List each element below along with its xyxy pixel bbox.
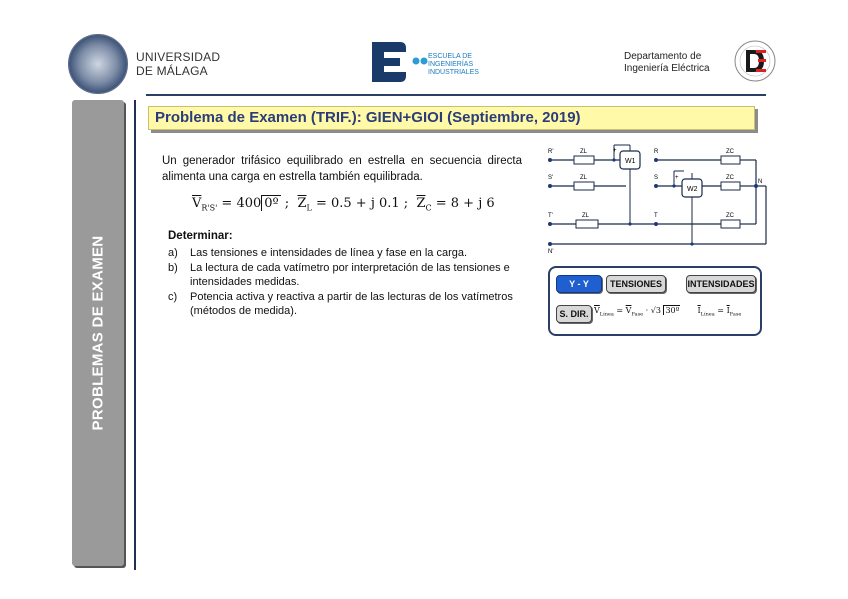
node-s: S: [654, 175, 659, 181]
question-item-b: [168, 261, 518, 290]
relation-formula: [594, 306, 741, 318]
universidad-malaga-seal: [68, 34, 128, 94]
navigation-panel: [548, 266, 762, 336]
i-line-sub: Línea: [700, 311, 715, 318]
page-title: Problema de Examen (TRIF.): GIEN+GIOI (Septiembre, 2019): [155, 109, 581, 126]
separator-1: ;: [280, 196, 294, 211]
university-name: [136, 50, 220, 78]
given-data-formula: [192, 196, 495, 213]
zc-label-s: ZC: [726, 175, 734, 181]
question-list: [168, 246, 518, 319]
node-s-prime: S': [548, 175, 554, 181]
content-divider: [134, 100, 136, 570]
sqrt3-factor: · √3: [643, 306, 664, 315]
i-phase-symbol: $\overline{I}$: [726, 306, 730, 315]
zc-symbol: $\overline{Z}$: [416, 196, 426, 211]
zc-value: = 8 + j 6: [431, 196, 495, 211]
zl-label-s: ZL: [580, 175, 588, 181]
question-label: a): [168, 247, 178, 259]
voltage-angle: 0º: [261, 195, 280, 211]
wattmeter-2-label: W2: [687, 186, 698, 193]
department-line2: Ingeniería Eléctrica: [624, 63, 710, 74]
zc-label-t: ZC: [726, 213, 734, 219]
v-phase-symbol: $\overline{V}$: [625, 306, 632, 315]
zl-value: = 0.5 + j 0.1: [311, 196, 400, 211]
node-t-prime: T': [548, 213, 553, 219]
question-text: Las tensiones e intensidades de línea y fase en la carga.: [190, 247, 468, 259]
circuit-diagram: [546, 141, 768, 259]
university-line2: DE MÁLAGA: [136, 64, 208, 78]
v-line-symbol: $\overline{V}$: [594, 306, 600, 315]
question-label: c): [168, 290, 178, 303]
separator-2: ;: [399, 196, 413, 211]
v-phase-sub: Fase: [631, 311, 644, 318]
school-name: [428, 53, 479, 77]
department-logo-icon: [734, 40, 776, 82]
zl-subscript: L: [306, 203, 312, 213]
sidebar-label: PROBLEMAS DE EXAMEN: [89, 235, 107, 431]
wattmeter-2-plus: +: [675, 175, 679, 181]
department-line1: Departamento de: [624, 51, 702, 62]
intensidades-button[interactable]: INTENSIDADES: [686, 275, 756, 293]
angle-30: 30º: [665, 306, 680, 315]
problem-statement: Un generador trifásico equilibrado en estrella en secuencia directa alimenta una carga en estrella también equilibrada.: [162, 155, 522, 183]
question-item-c: [168, 290, 518, 319]
zc-label-r: ZC: [726, 149, 734, 155]
question-item-a: [168, 246, 518, 261]
header-divider: [146, 94, 766, 96]
sdir-button[interactable]: S. DIR.: [556, 305, 592, 323]
node-r: R: [654, 149, 659, 155]
department-name: [624, 51, 710, 75]
question-text: La lectura de cada vatímetro por interpretación de las tensiones e intensidades medidas.: [190, 261, 510, 288]
determinar-title: Determinar:: [168, 230, 233, 242]
v-line-sub: Línea: [599, 311, 614, 318]
university-line1: UNIVERSIDAD: [136, 50, 221, 64]
voltage-symbol: $\overline{V}$: [192, 196, 202, 211]
eii-dots-icon: [412, 56, 428, 66]
school-line2: INGENIERÍAS: [428, 61, 474, 68]
zl-label-t: ZL: [582, 213, 590, 219]
wattmeter-1-plus: +: [613, 148, 617, 154]
tensiones-button[interactable]: TENSIONES: [606, 275, 666, 293]
node-n-prime: N': [548, 249, 554, 255]
node-r-prime: R': [548, 149, 554, 155]
yy-button[interactable]: Y - Y: [556, 275, 602, 293]
school-line3: INDUSTRIALES: [428, 69, 479, 76]
zl-label-r: ZL: [580, 149, 588, 155]
voltage-subscript: R'S': [201, 203, 218, 213]
question-label: b): [168, 261, 178, 274]
question-text: Potencia activa y reactiva a partir de las lecturas de los vatímetros (métodos de medida).: [190, 290, 513, 317]
equals-2: =: [714, 306, 727, 315]
eii-logo-icon: [370, 40, 410, 84]
school-line1: ESCUELA DE: [428, 53, 472, 60]
title-bar: [148, 106, 755, 130]
sidebar-panel: [72, 100, 124, 566]
wattmeter-1-label: W1: [625, 158, 636, 165]
voltage-value: = 400: [217, 196, 262, 211]
node-t: T: [654, 213, 658, 219]
equals-1: =: [613, 306, 626, 315]
zl-symbol: $\overline{Z}$: [297, 196, 307, 211]
zc-subscript: C: [425, 203, 432, 213]
i-phase-sub: Fase: [729, 311, 742, 318]
node-n: N: [758, 179, 763, 185]
i-line-symbol: $\overline{I}$: [697, 306, 701, 315]
